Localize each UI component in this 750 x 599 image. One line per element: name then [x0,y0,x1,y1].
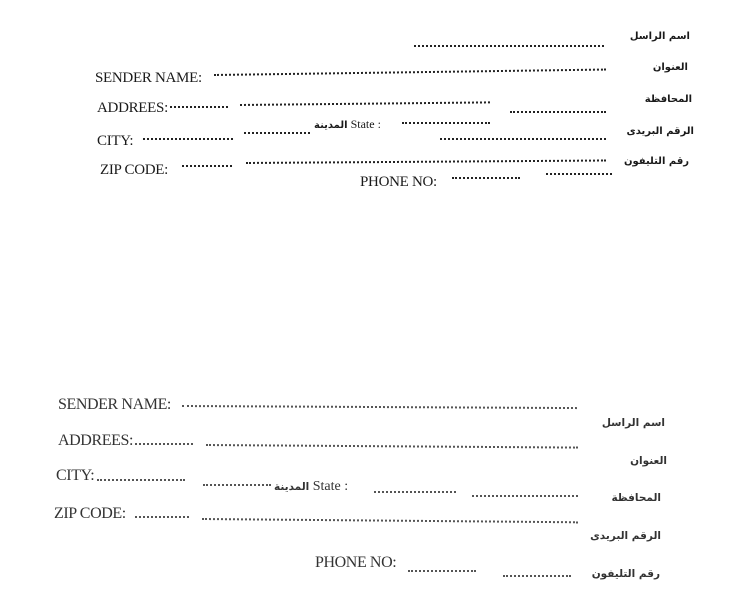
state-field-label [274,479,348,495]
state-line[interactable] [374,491,456,493]
ar-address-label: العنوان [652,62,688,73]
city-line-2[interactable] [203,484,271,486]
ar-address-label: العنوان [630,455,667,467]
city-line-1[interactable] [97,479,185,481]
zip-code-line-2[interactable] [202,518,578,523]
ar-postal-code-label: الرقم البريدى [590,530,661,542]
state-label: State : [312,479,349,494]
ar-sender-name-label: اسم الراسل [601,417,665,429]
ar-phone-label: رقم التليفون [591,568,660,580]
city-label: CITY: [97,133,134,149]
zip-code-line-1[interactable] [135,516,189,518]
ar-sender-name-label: اسم الراسل [629,31,690,42]
address-label: ADDREES: [58,432,134,449]
zip-code-label: ZIP CODE: [54,505,126,522]
state-ar-label: المدينة [274,481,310,493]
state-ar-label: المدينة [314,120,348,131]
city-label: CITY: [56,467,95,484]
sender-name-label: SENDER NAME: [58,396,171,413]
phone-label: PHONE NO: [360,174,437,190]
phone-line-1[interactable] [408,570,476,572]
governorate-line[interactable] [472,495,578,497]
state-label: State : [350,117,381,131]
sender-name-line[interactable] [182,405,577,409]
ar-phone-label: رقم التليفون [623,156,689,167]
ar-governorate-label: المحافظة [644,94,692,105]
sender-name-label: SENDER NAME: [95,70,202,86]
phone-line-2[interactable] [503,575,571,577]
zip-code-label: ZIP CODE: [100,162,168,178]
address-line-1[interactable] [135,443,193,445]
phone-label: PHONE NO: [315,554,397,571]
ar-postal-code-label: الرقم البريدى [626,126,694,137]
address-line-2[interactable] [206,444,578,449]
ar-governorate-label: المحافظة [611,492,661,504]
address-label: ADDREES: [97,100,168,116]
